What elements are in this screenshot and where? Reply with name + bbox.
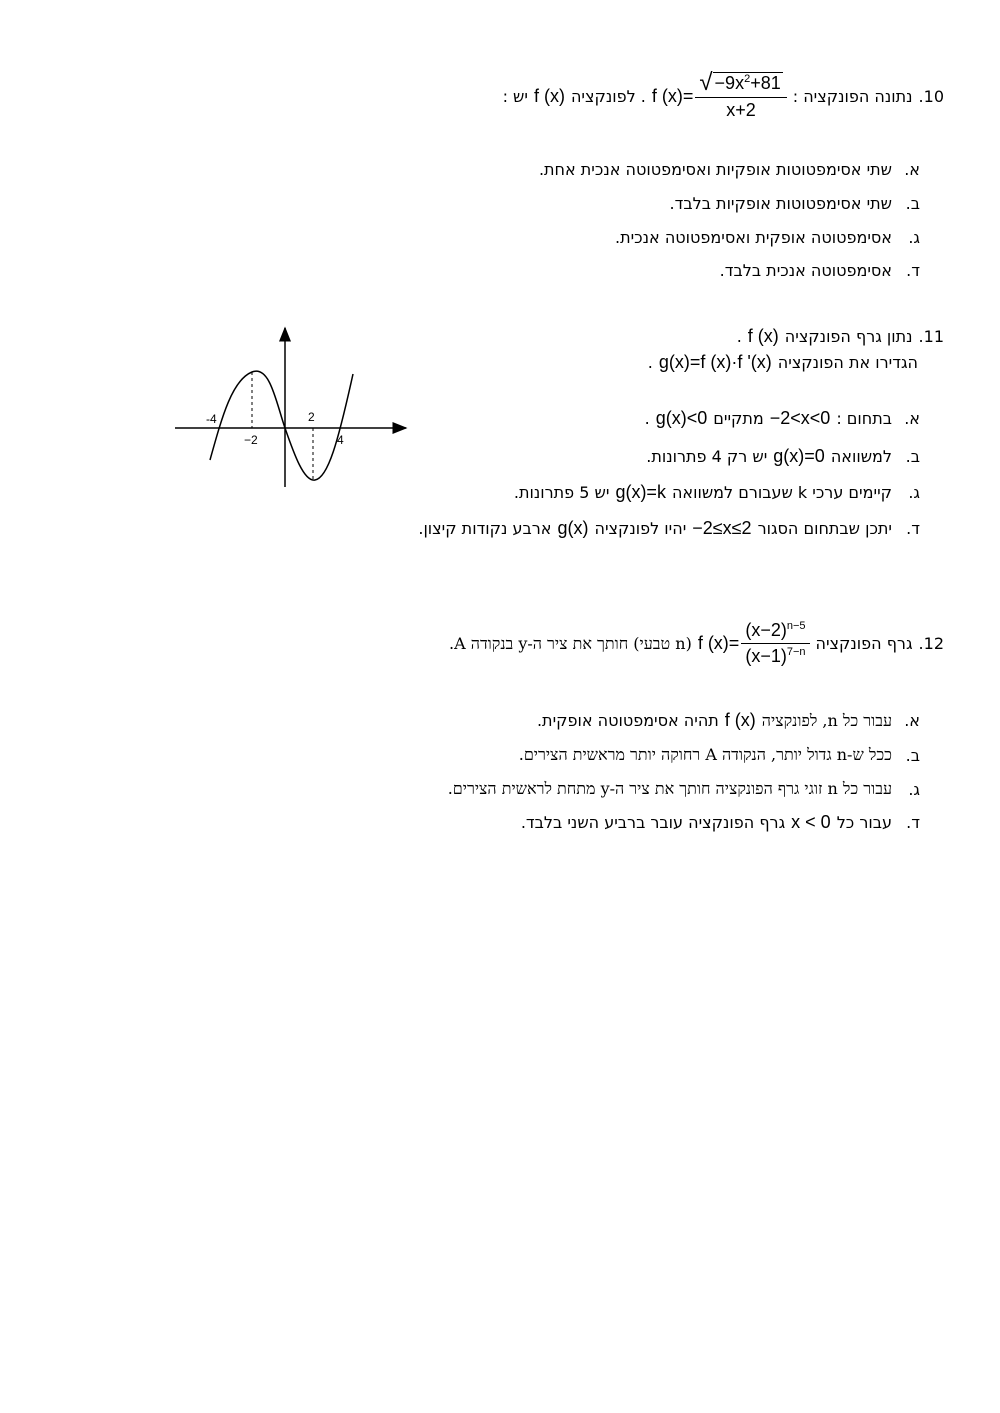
q10-option-a: א. שתי אסימפטוטות אופקיות ואסימפטוטה אנכית אחת. <box>538 160 920 179</box>
q12-stem: 12. גרף הפונקציה f (x)= $\frac{(x-2)^{n-5}}{(x-1)^{7-n}}$ (n טבעי) חותך את ציר ה-y בנקודה A. <box>449 620 944 666</box>
q10-option-d: ד. אסימפטוטה אנכית בלבד. <box>719 261 920 280</box>
q12-number: 12. <box>918 634 944 653</box>
function-curve <box>210 371 353 480</box>
q11-graph <box>170 322 410 492</box>
q12-option-b: ב. ככל ש-n גדול יותר, הנקודה A רחוקה יותר מראשית הצירים. <box>518 745 920 765</box>
q10-fraction: √ $-9x^2+81$ x+2 <box>695 72 786 121</box>
label-2: 2 <box>308 410 315 424</box>
q10-stem: 10. נתונה הפונקציה : f (x)= √ $-9x^2+81$ x+2 . לפונקציה f (x) יש : <box>502 69 944 120</box>
q11-definition: הגדירו את הפונקציה g(x)=f (x)·f '(x) . <box>647 352 918 372</box>
q10-option-c: ג. אסימפטוטה אופקית ואסימפטוטה אנכית. <box>614 228 920 247</box>
q11-number: 11. <box>918 327 944 346</box>
q11-option-d: ד. יתכן שבתחום הסגור −2≤x≤2 יהיו לפונקציה g(x) ארבע נקודות קיצון. <box>418 518 920 538</box>
q11-option-c: ג. קיימים ערכי k שעבורם למשוואה g(x)=k יש 5 פתרונות. <box>513 482 920 502</box>
q10-intro: נתונה הפונקציה : <box>792 87 913 106</box>
q11-option-b: ב. למשוואה g(x)=0 יש רק 4 פתרונות. <box>646 446 920 466</box>
q10-number: 10. <box>918 87 944 106</box>
q10-option-b: ב. שתי אסימפטוטות אופקיות בלבד. <box>669 194 920 213</box>
q11-option-a: א. בתחום : −2<x<0 מתקיים g(x)<0 . <box>644 408 920 428</box>
q12-option-a: א. עבור כל n, לפונקציה f (x) תהיה אסימפטוטה אופקית. <box>536 710 920 730</box>
q10-sqrt: √ $-9x^2+81$ <box>699 69 781 96</box>
label-minus2: −2 <box>244 433 258 447</box>
q12-option-d: ד. עבור כל x < 0 גרף הפונקציה עובר ברביע השני בלבד. <box>520 812 920 832</box>
q11-stem: 11. נתון גרף הפונקציה f (x) . <box>736 326 944 346</box>
q12-option-c: ג. עבור כל n זוגי גרף הפונקציה חותך את ציר ה-y מתחת לראשית הצירים. <box>447 779 920 799</box>
label-minus4: -4 <box>206 412 217 426</box>
q10-formula: f (x)= √ $-9x^2+81$ x+2 <box>652 72 787 121</box>
label-4: 4 <box>337 433 344 447</box>
q12-formula: f (x)= $\frac{(x-2)^{n-5}}{(x-1)^{7-n}}$ <box>698 620 810 667</box>
